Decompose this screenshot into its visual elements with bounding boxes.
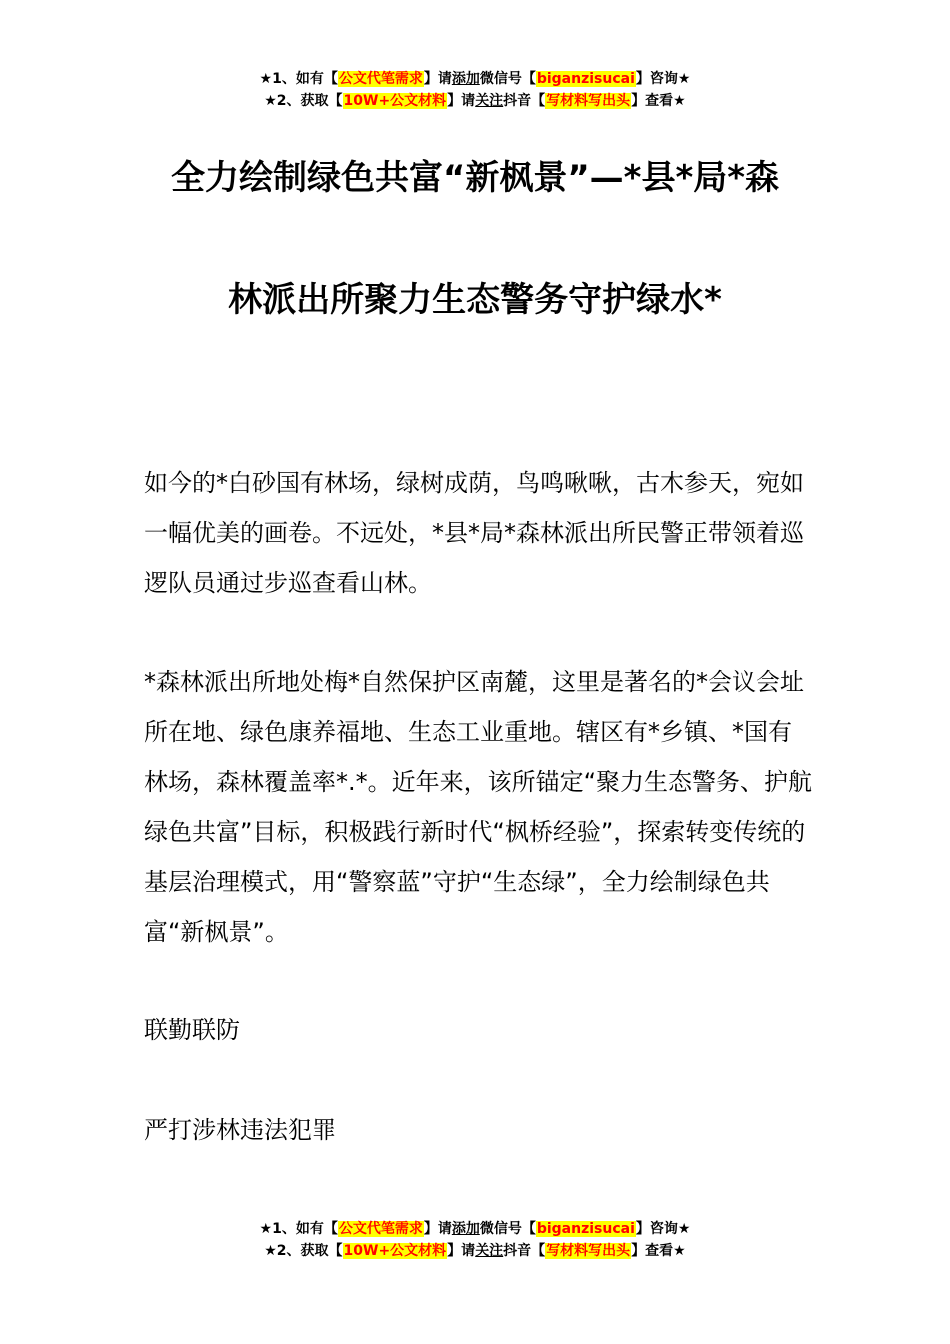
banner-highlight: 写材料写出头 (546, 1243, 631, 1259)
banner-highlight: 公文代笔需求 (338, 71, 423, 87)
banner-text: ★2、获取【 (264, 93, 343, 109)
section-heading-text: 联勤联防 (144, 1016, 240, 1044)
banner-highlight: 10W+公文材料 (343, 1243, 447, 1259)
banner-text: 】请 (447, 1243, 476, 1259)
bottom-banner (0, 1218, 950, 1262)
document-title-line-1: 全力绘制绿色共富“新枫景”—*县*局*森 (170, 158, 780, 198)
banner-underlined-text: 关注 (475, 1243, 504, 1259)
banner-text: 】请 (447, 93, 476, 109)
banner-highlight: 10W+公文材料 (343, 93, 447, 109)
banner-text: 】咨询★ (635, 1221, 691, 1237)
banner-line-2 (0, 90, 950, 112)
banner-text: 】查看★ (631, 93, 686, 109)
banner-line-1 (0, 1218, 950, 1240)
section-heading-text: 严打涉林违法犯罪 (144, 1116, 336, 1144)
banner-text: 抖音【 (503, 93, 546, 109)
banner-underlined-text: 添加 (451, 1221, 480, 1237)
banner-underlined-text: 添加 (451, 71, 480, 87)
section-heading-2 (144, 1105, 814, 1155)
banner-text: ★1、如有【 (259, 1221, 338, 1237)
banner-text: ★2、获取【 (264, 1243, 343, 1259)
banner-text: 微信号【 (479, 1221, 536, 1237)
banner-text: 抖音【 (503, 1243, 546, 1259)
paragraph-1 (144, 458, 814, 608)
banner-highlight: biganzisucai (536, 1221, 635, 1237)
banner-line-1 (0, 68, 950, 90)
banner-highlight: biganzisucai (536, 71, 635, 87)
banner-text: 】请 (423, 1221, 452, 1237)
banner-text: 微信号【 (479, 71, 536, 87)
top-banner (0, 68, 950, 112)
paragraph-text: *森林派出所地处梅*自然保护区南麓，这里是著名的*会议会址所在地、绿色康养福地、生态工业重地。辖区有*乡镇、*国有林场，森林覆盖率*.*。近年来，该所锚定“聚力生态警务、护航绿色共富”目标，积极践行新时代“枫桥经验”，探索转变传统的基层治理模式，用“警察蓝”守护“生态绿”，全力绘制绿色共富“新枫景”。 (144, 668, 813, 946)
paragraph-2 (144, 657, 814, 957)
banner-text: ★1、如有【 (259, 71, 338, 87)
banner-text: 】咨询★ (635, 71, 691, 87)
document-title-line-2: 林派出所聚力生态警务守护绿水* (228, 280, 722, 320)
paragraph-text: 如今的*白砂国有林场，绿树成荫，鸟鸣啾啾，古木参天，宛如一幅优美的画卷。不远处，*县*局*森林派出所民警正带领着巡逻队员通过步巡查看山林。 (144, 469, 804, 597)
banner-highlight: 写材料写出头 (546, 93, 631, 109)
banner-text: 】查看★ (631, 1243, 686, 1259)
banner-highlight: 公文代笔需求 (338, 1221, 423, 1237)
banner-text: 】请 (423, 71, 452, 87)
banner-underlined-text: 关注 (475, 93, 504, 109)
banner-line-2 (0, 1240, 950, 1262)
section-heading-1 (144, 1005, 814, 1055)
